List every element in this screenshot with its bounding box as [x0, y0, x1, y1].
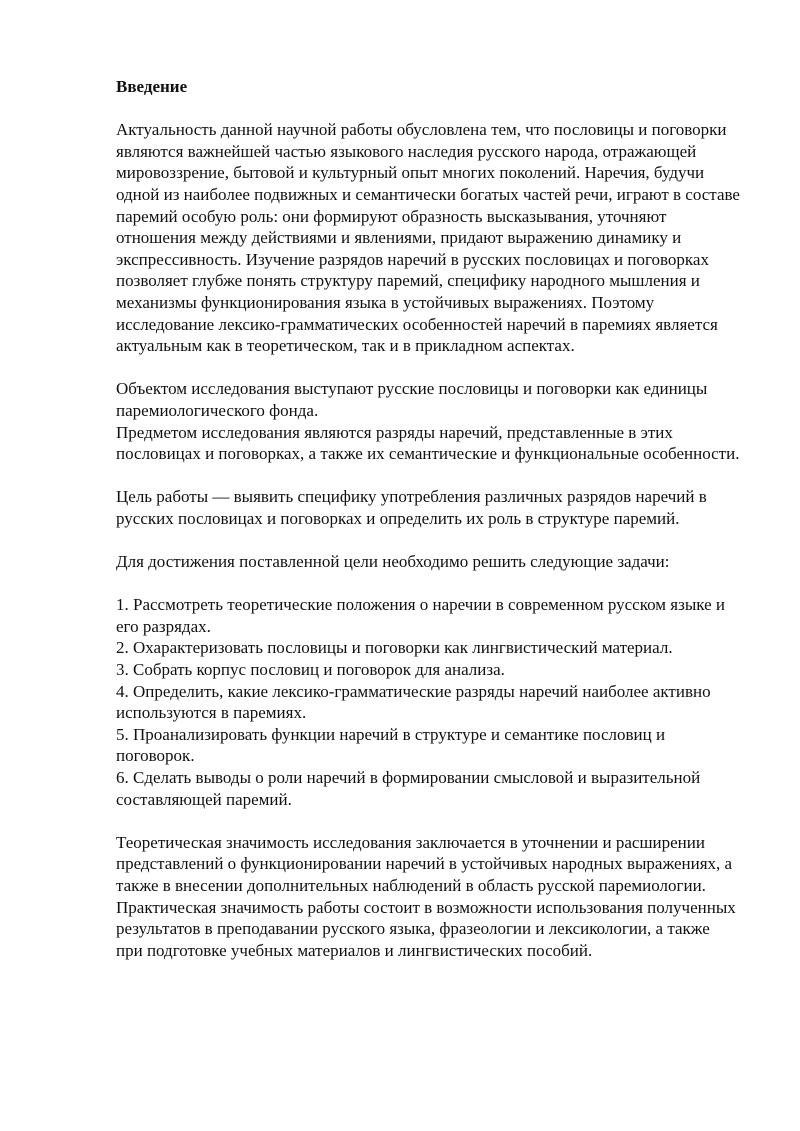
significance-block [116, 832, 740, 962]
list-item: 2. Охарактеризовать пословицы и поговорки как лингвистический материал. [116, 638, 673, 658]
tasks-list [116, 594, 740, 810]
list-item: 4. Определить, какие лексико-грамматические разряды наречий наиболее активно используются в паремиях. [116, 681, 711, 723]
list-item: 6. Сделать выводы о роли наречий в формировании смысловой и выразительной составляющей паремий. [116, 768, 701, 809]
object-subject-block [116, 378, 740, 464]
section-heading: Введение [116, 77, 188, 96]
goal-paragraph: Цель работы — выявить специфику употребления различных разрядов наречий в русских пословицах и поговорках и определить их роль в структуре паремий. [116, 487, 707, 528]
subject-paragraph: Предметом исследования являются разряды наречий, представленные в этих пословицах и поговорках, а также их семантические и функциональные особенности. [116, 422, 740, 464]
list-item: 1. Рассмотреть теоретические положения о наречии в современном русском языке и его разрядах. [116, 595, 725, 636]
list-item: 3. Собрать корпус пословиц и поговорок для анализа. [116, 660, 505, 680]
object-paragraph: Объектом исследования выступают русские пословицы и поговорки как единицы паремиологического фонда. [116, 379, 708, 420]
list-item: 5. Проанализировать функции наречий в структуре и семантике пословиц и поговорок. [116, 724, 666, 766]
relevance-paragraph: Актуальность данной научной работы обусловлена тем, что пословицы и поговорки являются важнейшей частью языкового наследия русского народа, отражающей мировоззрение, бытовой и культурный опыт многих поколений. Наречия, будучи одной из наиболее подвижных и семантически богатых частей речи, играют в составе паремий особую роль: они формируют образность высказывания, уточняют отношения между действиями и явлениями, придают выражению динамику и экспрессивность. Изучение разрядов наречий в русских пословицах и поговорках позволяет глубже понять структуру паремий, специфику народного мышления и механизмы функционирования языка в устойчивых выражениях. Поэтому исследование лексико-грамматических особенностей наречий в паремиях является актуальным как в теоретическом, так и в прикладном аспектах. [116, 120, 740, 356]
theoretical-significance-paragraph: Теоретическая значимость исследования заключается в уточнении и расширении представлений о функционировании наречий в устойчивых народных выражениях, а также в внесении дополнительных наблюдений в область русской паремиологии. [116, 832, 733, 895]
practical-significance-paragraph: Практическая значимость работы состоит в возможности использования полученных результатов в преподавании русского языка, фразеологии и лексикологии, а также при подготовке учебных материалов и лингвистических пособий. [116, 897, 736, 960]
tasks-intro: Для достижения поставленной цели необходимо решить следующие задачи: [116, 552, 670, 572]
